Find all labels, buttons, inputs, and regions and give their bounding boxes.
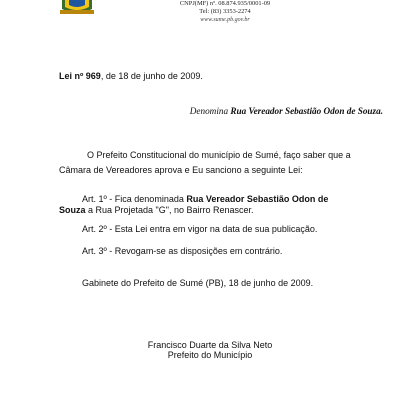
municipal-crest-icon: [60, 0, 94, 17]
article-1-continuation: [59, 205, 254, 216]
header-cnpj: CNPJ(MF) nº. 08.874.935/0001-09: [179, 0, 271, 7]
closing-line: Gabinete do Prefeito de Sumé (PB), 18 de junho de 2009.: [82, 278, 314, 288]
article-3: Art. 3º - Revogam-se as disposições em contrário.: [82, 246, 283, 256]
law-date: , de 18 de junho de 2009.: [100, 71, 203, 81]
header-phone: Tel: (83) 3353-2274: [199, 8, 251, 15]
article-1-prefix: Art. 1º - Fica denominada: [82, 194, 187, 204]
preamble-line-1: O Prefeito Constitucional do município de Sumé, faço saber que a: [87, 150, 351, 160]
denomination-street: Rua Vereador Sebastião Odon de Souza.: [230, 106, 383, 116]
signatory-title: Prefeito do Município: [167, 350, 253, 360]
article-2: Art. 2º - Esta Lei entra em vigor na data de sua publicação.: [82, 224, 318, 234]
article-1-street-part1: Rua Vereador Sebastião Odon de: [186, 194, 329, 204]
law-heading: [59, 71, 203, 82]
article-1: [82, 194, 328, 205]
article-1-street-part2: Souza: [59, 205, 86, 215]
denomination-summary: [190, 106, 383, 116]
signatory-name: Francisco Duarte da Silva Neto: [147, 340, 273, 350]
preamble-line-2: Câmara de Vereadores aprova e Eu sanciono a seguinte Lei:: [59, 165, 303, 175]
article-1-rest: a Rua Projetada "G", no Bairro Renascer.: [85, 205, 254, 215]
law-number: Lei nº 969: [59, 71, 101, 81]
header-website: www.sume.pb.gov.br: [200, 17, 250, 23]
denomination-prefix: Denomina: [189, 106, 231, 116]
